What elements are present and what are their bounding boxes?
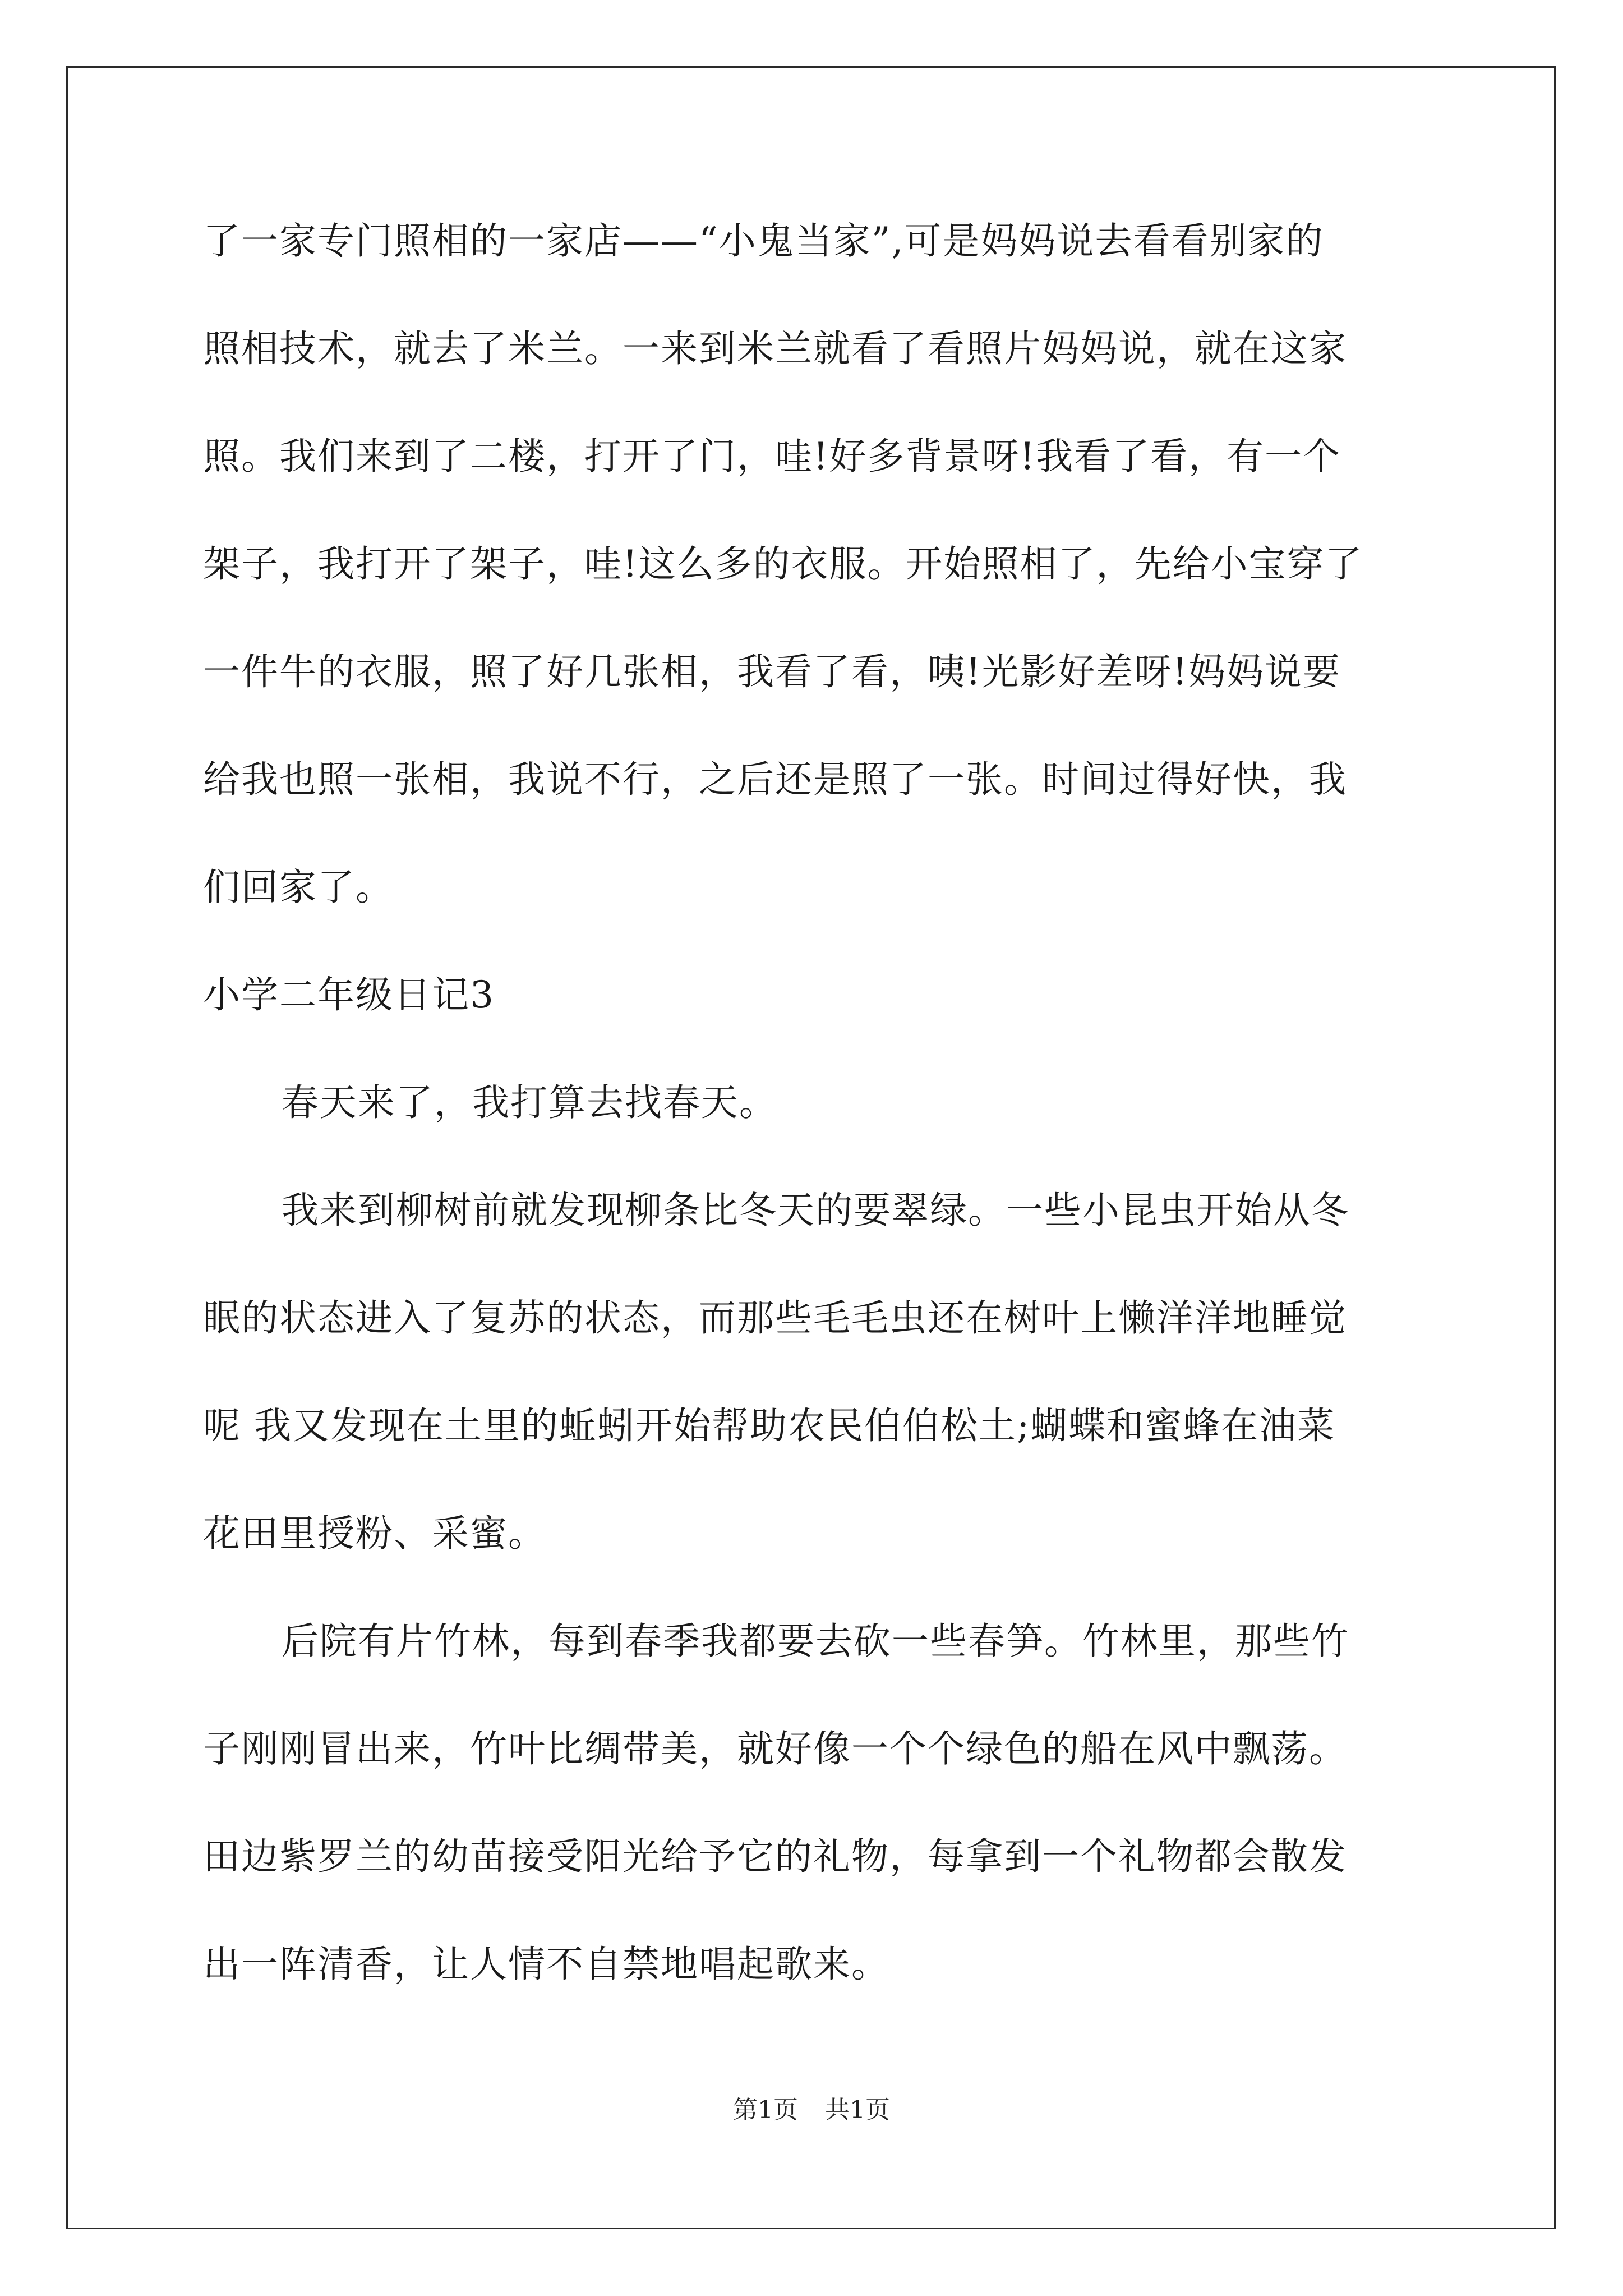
text-line: 花田里授粉、采蜜。 [203,1512,546,1555]
page-border [66,66,1556,2229]
page-footer [0,2093,1623,2127]
page-number-total: 共1页 [825,2096,890,2124]
text-line: 眠的状态进入了复苏的状态，而那些毛毛虫还在树叶上懒洋洋地睡觉 [203,1296,1347,1340]
text-line: 出一阵清香，让人情不自禁地唱起歌来。 [203,1943,889,1986]
paragraph-first-line: 我来到柳树前就发现柳条比冬天的要翠绿。一些小昆虫开始从冬 [282,1189,1349,1232]
text-line: 呢 我又发现在土里的蚯蚓开始帮助农民伯伯松土;蝴蝶和蜜蜂在油菜 [203,1404,1336,1447]
text-line: 架子，我打开了架子，哇!这么多的衣服。开始照相了，先给小宝穿了 [203,542,1363,586]
text-line: 照。我们来到了二楼，打开了门，哇!好多背景呀!我看了看，有一个 [203,435,1341,478]
paragraph-first-line: 春天来了，我打算去找春天。 [282,1081,777,1124]
page-number-current: 第1页 [733,2096,798,2124]
text-line: 一件牛的衣服，照了好几张相，我看了看，咦!光影好差呀!妈妈说要 [203,650,1341,693]
paragraph-first-line: 后院有片竹林，每到春季我都要去砍一些春笋。竹林里，那些竹 [282,1619,1349,1663]
text-line: 了一家专门照相的一家店——“小鬼当家”,可是妈妈说去看看别家的 [203,219,1324,263]
section-heading: 小学二年级日记3 [203,973,495,1016]
text-line: 田边紫罗兰的幼苗接受阳光给予它的礼物，每拿到一个礼物都会散发 [203,1835,1347,1878]
text-line: 给我也照一张相，我说不行，之后还是照了一张。时间过得好快，我 [203,758,1347,801]
text-line: 们回家了。 [203,866,394,909]
text-line: 照相技术，就去了米兰。一来到米兰就看了看照片妈妈说，就在这家 [203,327,1347,370]
text-line: 子刚刚冒出来，竹叶比绸带美，就好像一个个绿色的船在风中飘荡。 [203,1727,1347,1770]
